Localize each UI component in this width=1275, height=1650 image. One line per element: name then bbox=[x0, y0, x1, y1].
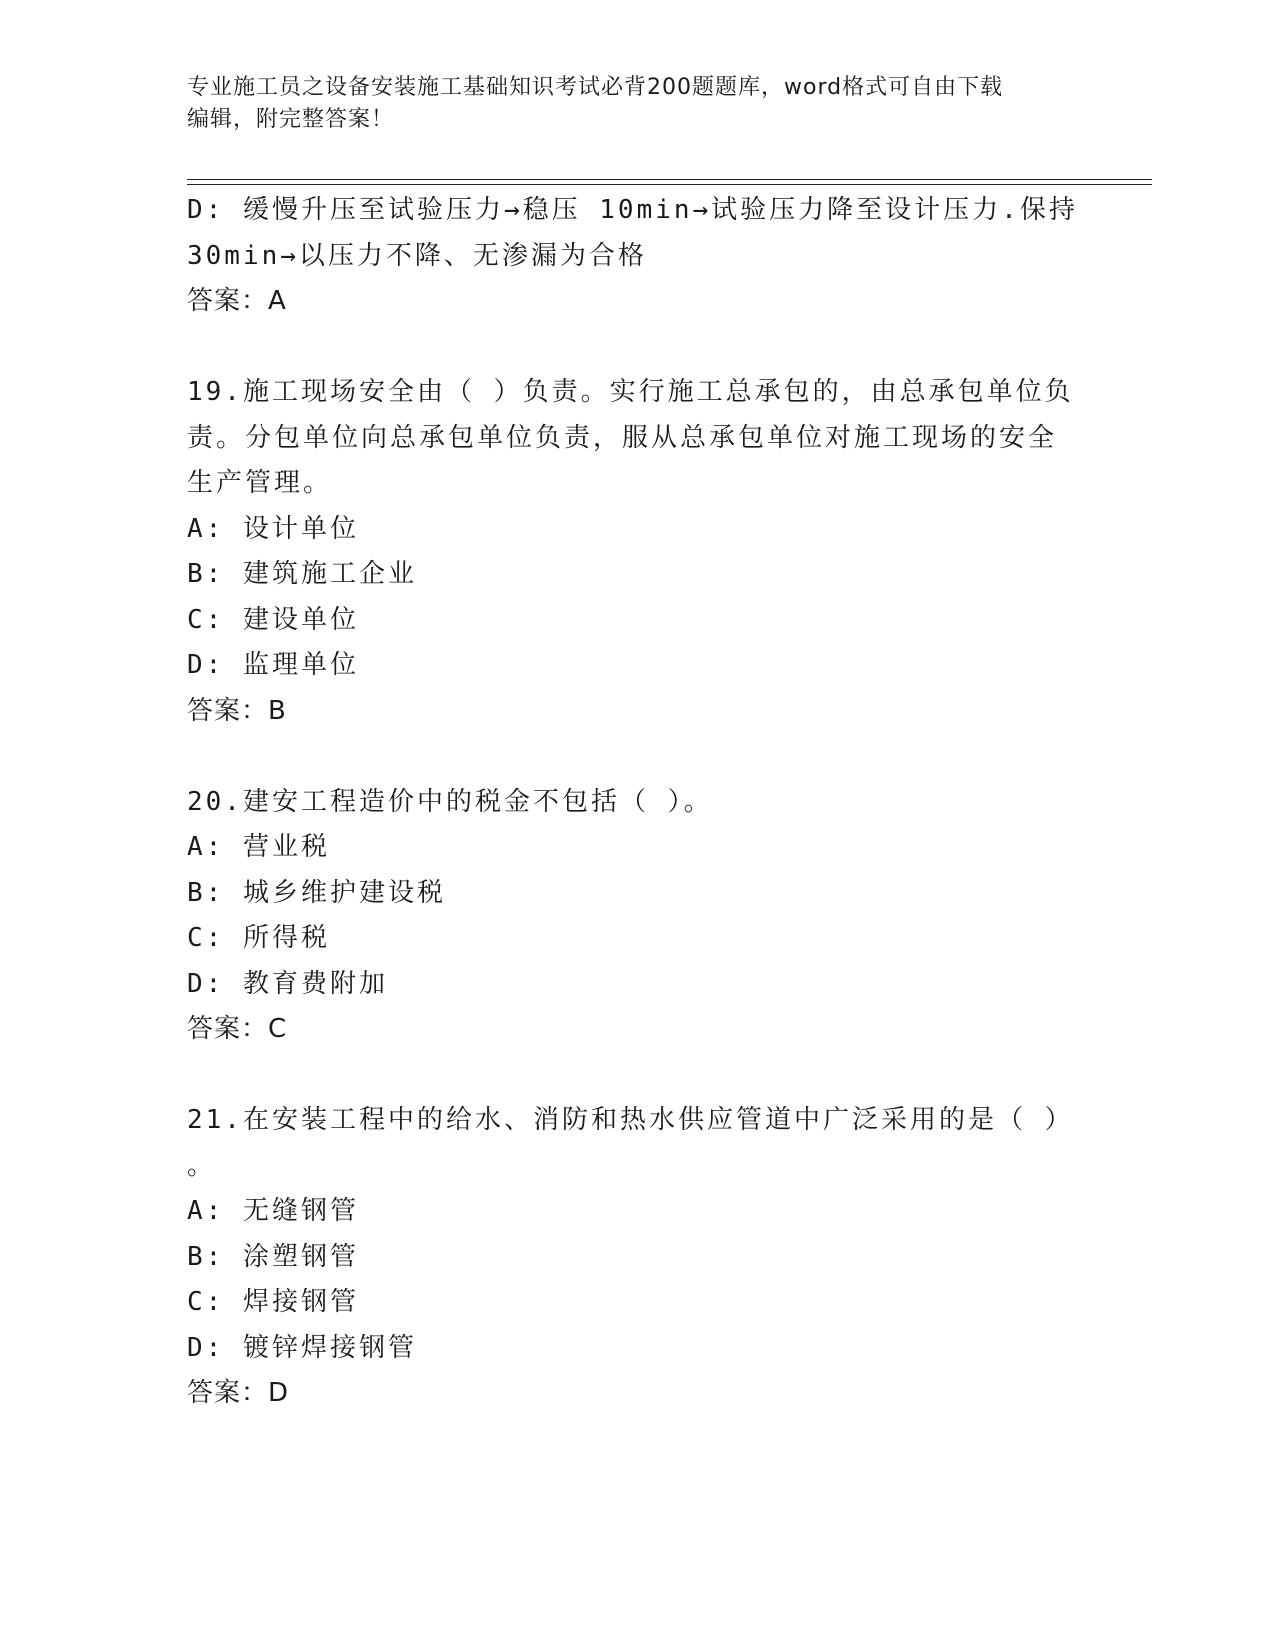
question-stem-line: 21.在安装工程中的给水、消防和热水供应管道中广泛采用的是（ ） bbox=[187, 1105, 1074, 1135]
option-c: C: 建设单位 bbox=[187, 604, 359, 635]
question-20 bbox=[187, 780, 1087, 1053]
answer-line: 答案：A bbox=[187, 286, 287, 316]
question-stem-line: 。 bbox=[187, 1150, 217, 1181]
option-d-line-2: 30min→以压力不降、无渗漏为合格 bbox=[187, 240, 647, 271]
header-divider-top bbox=[187, 179, 1152, 180]
option-c: C: 焊接钢管 bbox=[187, 1287, 359, 1317]
option-a: A: 设计单位 bbox=[187, 513, 359, 544]
answer-line: 答案：C bbox=[187, 1014, 288, 1044]
question-stem-line: 19.施工现场安全由（ ）负责。实行施工总承包的，由总承包单位负 bbox=[187, 377, 1074, 407]
option-d: D: 监理单位 bbox=[187, 650, 359, 680]
option-c: C: 所得税 bbox=[187, 923, 330, 953]
spacer bbox=[187, 1053, 1087, 1099]
question-stem-line: 生产管理。 bbox=[187, 468, 333, 498]
option-d: D: 教育费附加 bbox=[187, 968, 388, 999]
answer-line: 答案：D bbox=[187, 1378, 290, 1408]
header-divider-bottom bbox=[187, 184, 1152, 185]
spacer bbox=[187, 325, 1087, 371]
question-stem-line: 责。分包单位向总承包单位负责，服从总承包单位对施工现场的安全 bbox=[187, 422, 1058, 453]
option-a: A: 无缝钢管 bbox=[187, 1196, 359, 1226]
option-b: B: 涂塑钢管 bbox=[187, 1241, 359, 1272]
spacer bbox=[187, 734, 1087, 780]
previous-question-tail bbox=[187, 188, 1087, 325]
header-line-1: 专业施工员之设备安装施工基础知识考试必背200题题库，word格式可自由下载 bbox=[187, 75, 1004, 100]
option-d-line-1: D: 缓慢升压至试验压力→稳压 10min→试验压力降至设计压力.保持 bbox=[187, 195, 1078, 225]
question-stem-line: 20.建安工程造价中的税金不包括（ ）。 bbox=[187, 786, 713, 817]
question-19 bbox=[187, 370, 1087, 734]
header-line-2: 编辑，附完整答案！ bbox=[187, 107, 395, 132]
question-21 bbox=[187, 1098, 1087, 1417]
answer-line: 答案：B bbox=[187, 695, 287, 726]
option-a: A: 营业税 bbox=[187, 832, 330, 862]
option-b: B: 城乡维护建设税 bbox=[187, 877, 446, 908]
option-d: D: 镀锌焊接钢管 bbox=[187, 1332, 417, 1363]
document-header bbox=[187, 72, 1087, 136]
question-list bbox=[187, 188, 1087, 1417]
option-b: B: 建筑施工企业 bbox=[187, 559, 417, 589]
